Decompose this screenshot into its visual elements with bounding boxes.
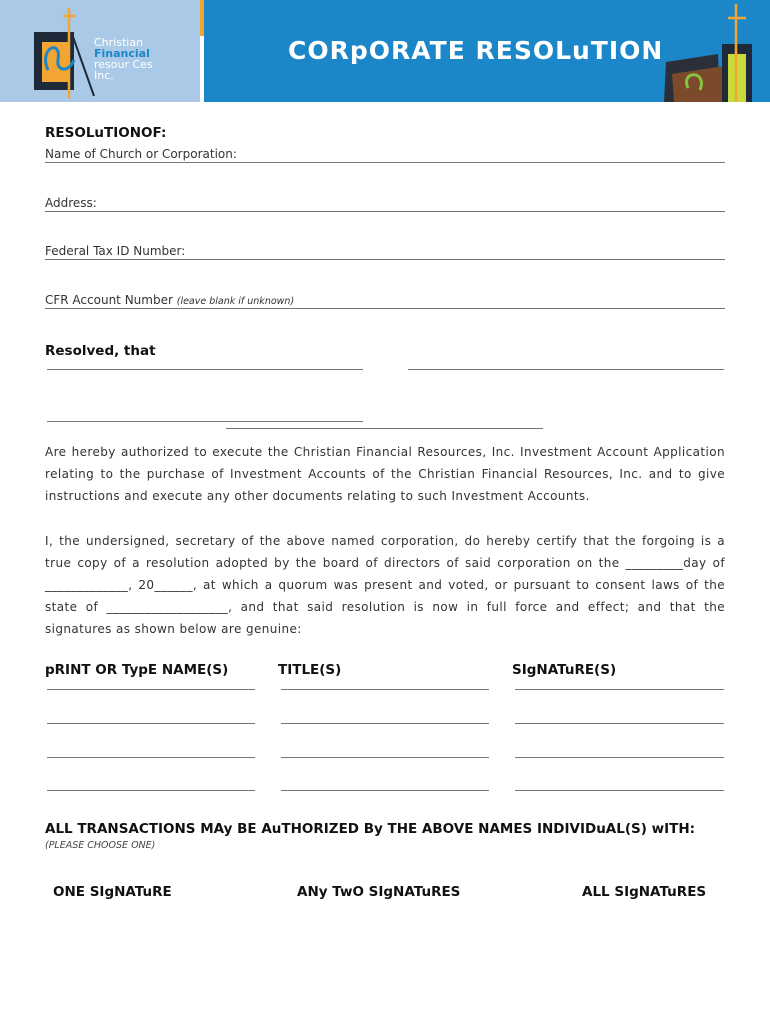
address-field[interactable] [45, 211, 725, 212]
signature-field-row-3[interactable] [515, 757, 724, 758]
option-one-signature-label: ONE SIgNATuRE [53, 884, 172, 900]
resolved-heading: Resolved, that [45, 343, 156, 359]
header-artwork-icon [660, 0, 770, 102]
signature-column-header: SIgNATuRE(S) [512, 662, 617, 678]
title-field-row-2[interactable] [281, 723, 489, 724]
cfr-account-label-text: CFR Account Number [45, 293, 173, 307]
option-any-two-signatures[interactable] [289, 884, 460, 900]
title-field-row-1[interactable] [281, 689, 489, 690]
cfr-account-field[interactable] [45, 308, 725, 309]
resolved-name-field-3[interactable] [47, 421, 363, 422]
church-name-field[interactable] [45, 162, 725, 163]
cfr-account-hint: (leave blank if unknown) [176, 296, 295, 307]
brand-line-3: resour Ces [94, 58, 153, 71]
name-field-row-3[interactable] [47, 757, 255, 758]
transactions-heading: ALL TRANSACTIONS MAy BE AuTHORIZED By THE ABOVE NAMES INDIVIDuAL(S) wITH: [45, 821, 696, 837]
print-name-column-header: pRINT OR TypE NAME(S) [45, 662, 229, 678]
brand-line-1: Christian [94, 36, 144, 49]
tax-id-label: Federal Tax ID Number: [45, 244, 186, 258]
company-logo-icon [28, 8, 100, 100]
address-label: Address: [45, 196, 97, 210]
resolved-name-field-1[interactable] [47, 369, 363, 370]
signature-field-row-1[interactable] [515, 689, 724, 690]
signature-field-row-4[interactable] [515, 790, 724, 791]
tax-id-field[interactable] [45, 259, 725, 260]
title-field-row-4[interactable] [281, 790, 489, 791]
title-field-row-3[interactable] [281, 757, 489, 758]
choose-one-note: (PLEASE CHOOSE ONE) [45, 840, 156, 851]
resolved-name-field-4[interactable] [226, 428, 543, 429]
resolved-name-field-2[interactable] [408, 369, 724, 370]
option-any-two-signatures-label: ANy TwO SIgNATuRES [297, 884, 461, 900]
name-field-row-2[interactable] [47, 723, 255, 724]
name-field-row-4[interactable] [47, 790, 255, 791]
brand-line-4: Inc. [94, 69, 114, 82]
name-field-row-1[interactable] [47, 689, 255, 690]
option-one-signature[interactable] [45, 884, 172, 900]
option-all-signatures-label: ALL SIgNATuRES [582, 884, 707, 900]
cfr-account-label [45, 293, 294, 307]
church-name-label: Name of Church or Corporation: [45, 147, 237, 161]
authorization-paragraph: Are hereby authorized to execute the Christian Financial Resources, Inc. Investment Account Application relating to the purchase of Investment Accounts of the Christian Financial Resources, Inc. and to give instructions and execute any other documents relating to such Investment Accounts. [45, 445, 725, 503]
certification-paragraph: I, the undersigned, secretary of the above named corporation, do hereby certify that the forgoing is a true copy of a resolution adopted by the board of directors of said corporation on the _________day of _____________, 20______, at which a quorum was present and voted, or pursuant to consent laws of the state of ___________________, and that said resolution is now in full force and effect; and that the signatures as shown below are genuine: [45, 534, 725, 636]
option-all-signatures[interactable] [574, 884, 706, 900]
resolution-of-heading: RESOLuTIONOF: [45, 125, 167, 141]
brand-line-2: Financial [94, 47, 150, 60]
document-title: CORpORATE RESOLuTION [288, 36, 664, 65]
title-column-header: TITLE(S) [278, 662, 342, 678]
brand-name [94, 37, 153, 81]
signature-field-row-2[interactable] [515, 723, 724, 724]
